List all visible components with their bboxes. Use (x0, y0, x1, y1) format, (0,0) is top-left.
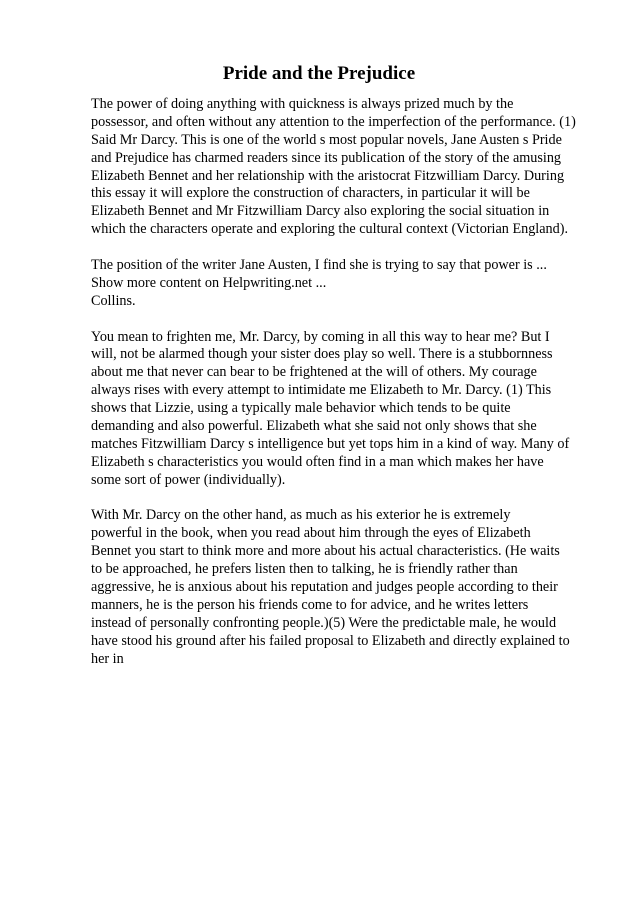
text-line: matches Fitzwilliam Darcy s intelligence but yet tops him in a kind of way. Many of (91, 435, 570, 452)
paragraph-3 (91, 329, 591, 490)
text-line: always rises with every attempt to intimidate me Elizabeth to Mr. Darcy. (1) This (91, 382, 552, 399)
text-line: The power of doing anything with quickness is always prized much by the (91, 96, 514, 112)
paragraph-gap (91, 490, 591, 508)
text-line: The position of the writer Jane Austen, I find she is trying to say that power is ... (91, 257, 547, 274)
paragraph-1 (91, 96, 591, 239)
text-line: With Mr. Darcy on the other hand, as much as his exterior he is extremely (91, 507, 511, 524)
text-line: shows that Lizzie, using a typically male behavior which tends to be quite (91, 400, 511, 417)
text-line: Collins. (91, 292, 136, 309)
text-line: have stood his ground after his failed proposal to Elizabeth and directly explained to (91, 632, 570, 649)
text-line: You mean to frighten me, Mr. Darcy, by coming in all this way to hear me? But I (91, 328, 550, 345)
text-line: to be approached, he prefers listen then to talking, he is friendly rather than (91, 561, 518, 578)
text-line: demanding and also powerful. Elizabeth what she said not only shows that she (91, 418, 537, 435)
text-line: instead of personally confronting people.)(5) Were the predictable male, he would (91, 614, 557, 631)
text-line: aggressive, he is anxious about his reputation and judges people according to their (91, 579, 558, 596)
document-body (91, 96, 591, 669)
text-line: about me that never can bear to be frightened at the will of others. My courage (91, 364, 537, 381)
text-line: her in (91, 650, 124, 667)
paragraph-2 (91, 257, 591, 311)
text-line: powerful in the book, when you read about him through the eyes of Elizabeth (91, 525, 531, 542)
text-line: will, not be alarmed though your sister does play so well. There is a stubbornness (91, 346, 553, 363)
paragraph-gap (91, 311, 591, 329)
text-line: Elizabeth Bennet and her relationship with the aristocrat Fitzwilliam Darcy. During (91, 167, 565, 184)
text-line: this essay it will explore the construction of characters, in particular it will be (91, 185, 530, 202)
text-line: manners, he is the person his friends come to for advice, and he writes letters (91, 596, 529, 613)
paragraph-4 (91, 507, 591, 668)
text-line: Elizabeth Bennet and Mr Fitzwilliam Darcy also exploring the social situation in (91, 203, 550, 220)
document-title: Pride and the Prejudice (222, 63, 416, 84)
text-line: some sort of power (individually). (91, 471, 286, 488)
text-line: Bennet you start to think more and more about his actual characteristics. (He waits (91, 543, 560, 560)
text-line: which the characters operate and exploring the cultural context (Victorian England). (91, 221, 568, 238)
text-line: and Prejudice has charmed readers since its publication of the story of the amusing (91, 149, 562, 166)
text-line: Elizabeth s characteristics you would often find in a man which makes her have (91, 453, 544, 470)
paragraph-gap (91, 239, 591, 257)
show-more-link[interactable]: Show more content on Helpwriting.net ... (91, 274, 327, 291)
text-line: Said Mr Darcy. This is one of the world s most popular novels, Jane Austen s Pride (91, 131, 562, 148)
text-line: possessor, and often without any attention to the imperfection of the performance. (1) (91, 113, 576, 130)
